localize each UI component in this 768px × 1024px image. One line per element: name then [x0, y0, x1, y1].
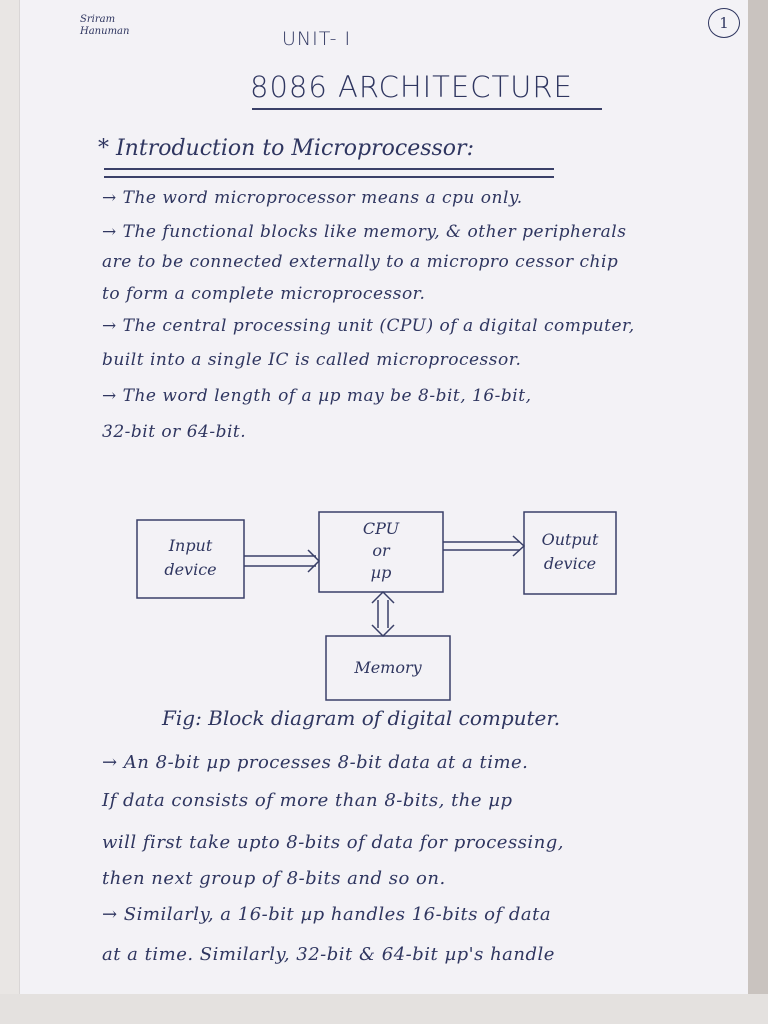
page-shadow-edge [748, 0, 768, 994]
figure-caption: Fig: Block diagram of digital computer. [162, 706, 561, 730]
text-line: → The word length of a µp may be 8-bit, 16-bit, [102, 386, 532, 406]
text-line: → The word microprocessor means a cpu only. [102, 188, 523, 208]
cpu-label [319, 518, 443, 584]
table-surface [0, 994, 768, 1024]
text-line: will first take upto 8-bits of data for processing, [102, 832, 565, 853]
author-line-1: Sriram [80, 14, 116, 25]
output-label-line-1: Output [541, 530, 599, 549]
author-line-2: Hanuman [80, 26, 130, 37]
page-title: 8086 ARCHITECTURE [250, 70, 573, 104]
input-device-label [137, 534, 244, 582]
text-line: → An 8-bit µp processes 8-bit data at a time. [102, 752, 529, 773]
text-line: → Similarly, a 16-bit µp handles 16-bits of data [102, 904, 552, 925]
text-line: → The functional blocks like memory, & other peripherals [102, 222, 627, 242]
text-line: → The central processing unit (CPU) of a digital computer, [102, 316, 635, 336]
text-line: at a time. Similarly, 32-bit & 64-bit µp's handle [102, 944, 555, 965]
memory-label: Memory [354, 658, 422, 677]
cpu-label-line-1: CPU [362, 519, 400, 538]
output-device-label [524, 528, 616, 576]
text-line: then next group of 8-bits and so on. [102, 868, 446, 889]
notebook-page [20, 0, 748, 994]
cpu-label-line-3: µp [370, 563, 392, 582]
input-label-line-1: Input [168, 536, 213, 555]
text-line: 32-bit or 64-bit. [102, 422, 247, 442]
output-label-line-2: device [543, 554, 597, 573]
text-line: are to be connected externally to a micropro cessor chip [102, 252, 619, 272]
text-line: to form a complete microprocessor. [102, 284, 426, 304]
text-line: If data consists of more than 8-bits, the µp [102, 790, 513, 811]
unit-heading: UNIT- I [282, 28, 352, 50]
cpu-label-line-2: or [372, 541, 390, 560]
section-heading: * Introduction to Microprocessor: [98, 136, 474, 161]
text-line: built into a single IC is called microprocessor. [102, 350, 522, 370]
input-label-line-2: device [164, 560, 217, 579]
page-number: 1 [708, 8, 740, 38]
